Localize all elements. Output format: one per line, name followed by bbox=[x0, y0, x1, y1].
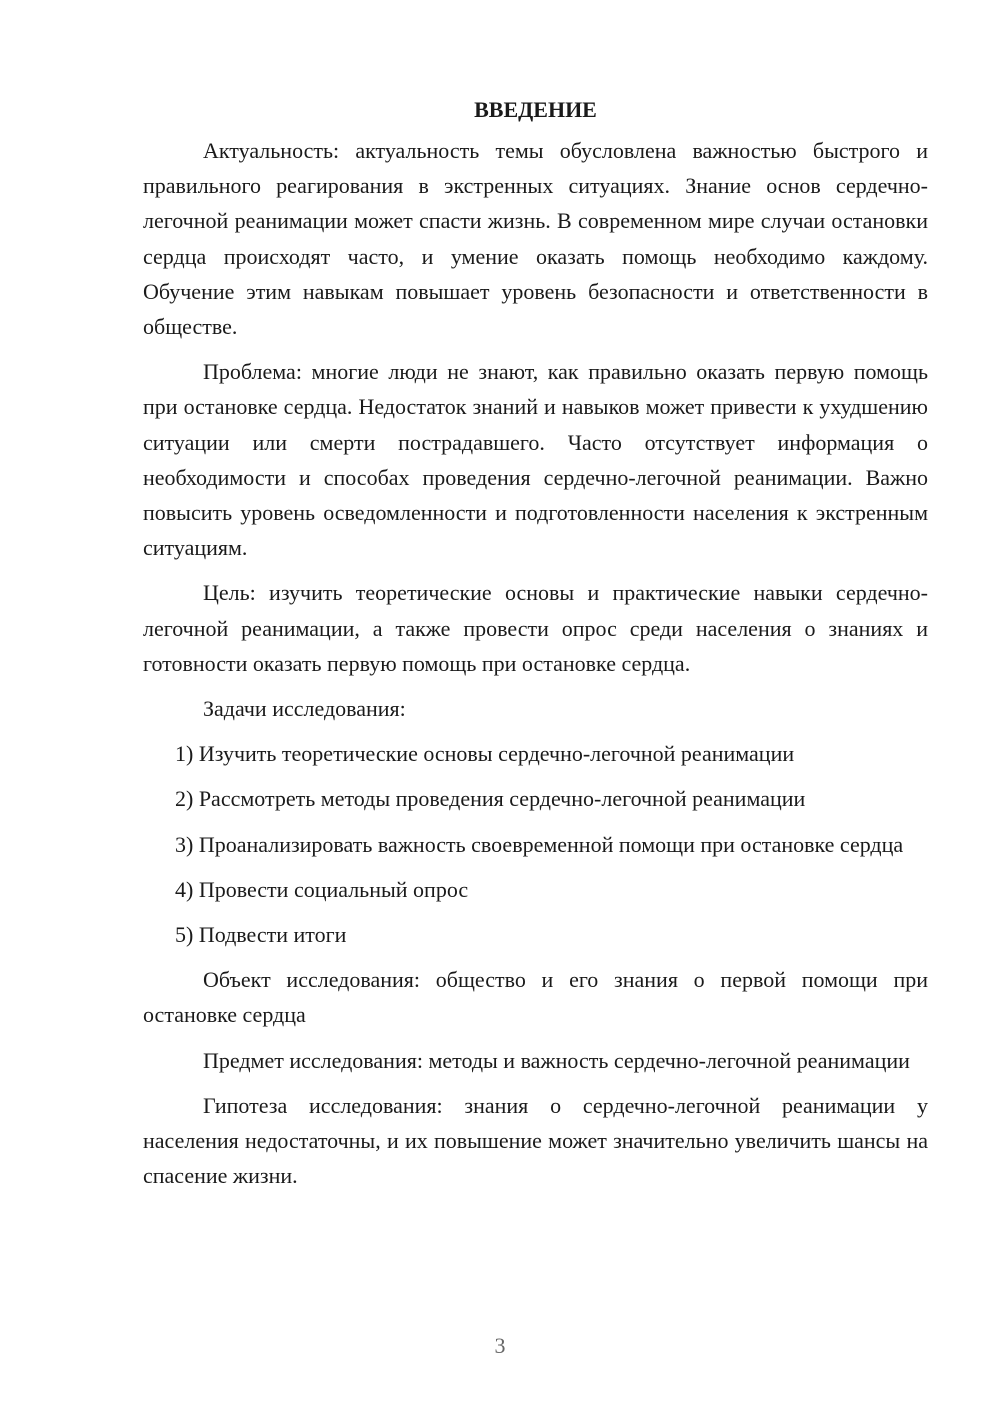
tasks-heading: Задачи исследования: bbox=[203, 696, 406, 722]
task-item-2: 2) Рассмотреть методы проведения сердечно-легочной реанимации bbox=[175, 786, 806, 812]
task-item-4: 4) Провести социальный опрос bbox=[175, 876, 469, 902]
task-item-3: 3) Проанализировать важность своевременной помощи при остановке сердца bbox=[175, 831, 904, 857]
document-page bbox=[143, 92, 928, 1203]
section-title: ВВЕДЕНИЕ bbox=[474, 97, 597, 122]
task-item-5: 5) Подвести итоги bbox=[175, 922, 347, 948]
paragraph-object: Объект исследования: общество и его знания о первой помощи при остановке сердца bbox=[143, 967, 928, 1028]
paragraph-subject: Предмет исследования: методы и важность сердечно-легочной реанимации bbox=[203, 1047, 910, 1073]
paragraph-relevance: Актуальность: актуальность темы обусловлена важностью быстрого и правильного реагирования в экстренных ситуациях. Знание основ сердечно-легочной реанимации может спасти жизнь. В современном мире случаи остановки сердца происходят часто, и умение оказать помощь необходимо каждому. Обучение этим навыкам повышает уровень безопасности и ответственности в обществе. bbox=[143, 138, 928, 340]
paragraph-problem: Проблема: многие люди не знают, как правильно оказать первую помощь при остановке сердца. Недостаток знаний и навыков может привести к ухудшению ситуации или смерти пострадавшего. Часто отсутствует информация о необходимости и способах проведения сердечно-легочной реанимации. Важно повысить уровень осведомленности и подготовленности населения к экстренным ситуациям. bbox=[143, 359, 928, 561]
paragraph-hypothesis: Гипотеза исследования: знания о сердечно-легочной реанимации у населения недостаточны, и их повышение может значительно увеличить шансы на спасение жизни. bbox=[143, 1092, 928, 1189]
paragraph-goal: Цель: изучить теоретические основы и практические навыки сердечно-легочной реанимации, а также провести опрос среди населения о знаниях и готовности оказать первую помощь при остановке сердца. bbox=[143, 580, 928, 676]
page-number: 3 bbox=[494, 1333, 506, 1358]
task-item-1: 1) Изучить теоретические основы сердечно-легочной реанимации bbox=[175, 741, 795, 767]
